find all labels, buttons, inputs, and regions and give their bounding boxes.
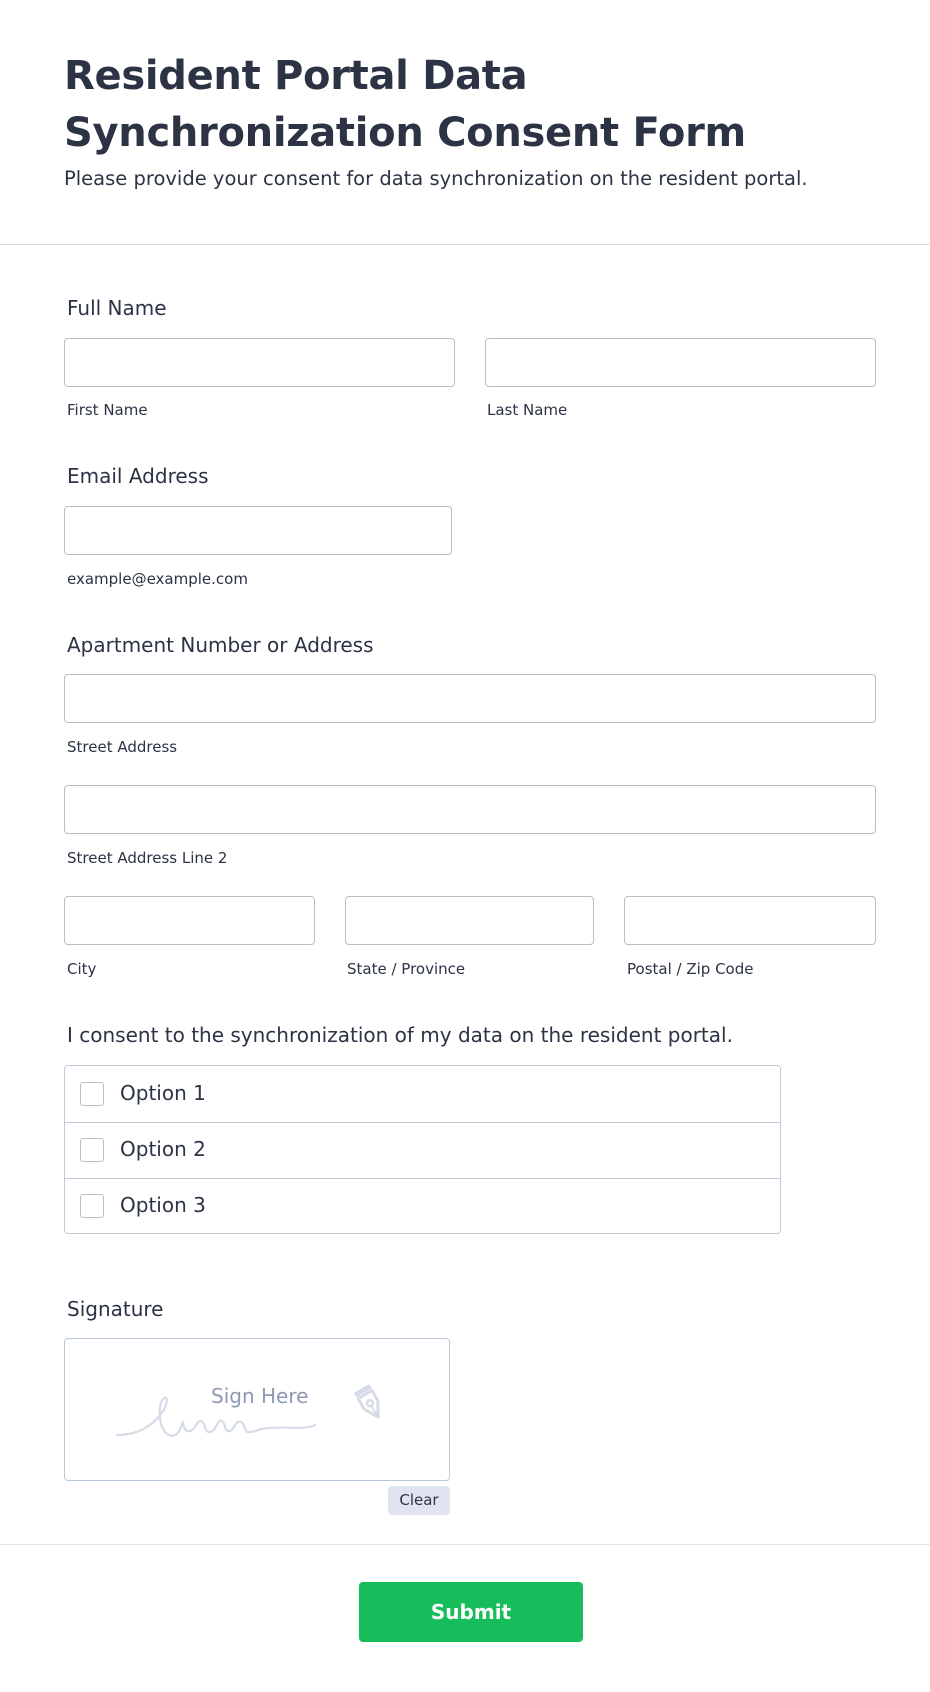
last-name-input[interactable]: [485, 338, 876, 387]
sign-here-text: Sign Here: [211, 1384, 309, 1408]
first-name-sublabel: First Name: [67, 401, 148, 419]
city-sublabel: City: [67, 960, 97, 978]
signature-label: Signature: [67, 1297, 164, 1321]
consent-option-2[interactable]: [65, 1122, 780, 1178]
checkbox-3[interactable]: [80, 1194, 104, 1218]
checkbox-2[interactable]: [80, 1138, 104, 1162]
checkbox-label-1: Option 1: [120, 1081, 206, 1105]
street-address-input[interactable]: [64, 674, 876, 723]
page-title: Resident Portal Data Synchronization Consent Form: [64, 53, 746, 156]
pen-nib-icon: [347, 1383, 395, 1427]
signature-pad[interactable]: [64, 1338, 450, 1481]
postal-code-sublabel: Postal / Zip Code: [627, 960, 754, 978]
first-name-input[interactable]: [64, 338, 455, 387]
city-input[interactable]: [64, 896, 315, 945]
state-province-sublabel: State / Province: [347, 960, 466, 978]
consent-options: [64, 1065, 781, 1234]
page-subtitle: Please provide your consent for data synchronization on the resident portal.: [64, 167, 808, 190]
email-sublabel: example@example.com: [67, 570, 248, 588]
form-header: [0, 0, 930, 245]
email-label: Email Address: [67, 464, 209, 488]
last-name-sublabel: Last Name: [487, 401, 568, 419]
full-name-label: Full Name: [67, 296, 167, 320]
consent-option-3[interactable]: [65, 1178, 780, 1234]
email-input[interactable]: [64, 506, 452, 555]
street-address-line2-input[interactable]: [64, 785, 876, 834]
street-address-sublabel: Street Address: [67, 738, 178, 756]
postal-code-input[interactable]: [624, 896, 876, 945]
street-address-line2-sublabel: Street Address Line 2: [67, 849, 228, 867]
consent-label: I consent to the synchronization of my data on the resident portal.: [67, 1023, 733, 1047]
state-province-input[interactable]: [345, 896, 594, 945]
checkbox-1[interactable]: [80, 1082, 104, 1106]
clear-signature-button[interactable]: Clear: [388, 1486, 450, 1515]
address-label: Apartment Number or Address: [67, 633, 374, 657]
consent-option-1[interactable]: [65, 1066, 780, 1122]
footer-divider: [0, 1544, 930, 1545]
checkbox-label-3: Option 3: [120, 1193, 206, 1217]
checkbox-label-2: Option 2: [120, 1137, 206, 1161]
submit-button[interactable]: Submit: [359, 1582, 583, 1642]
